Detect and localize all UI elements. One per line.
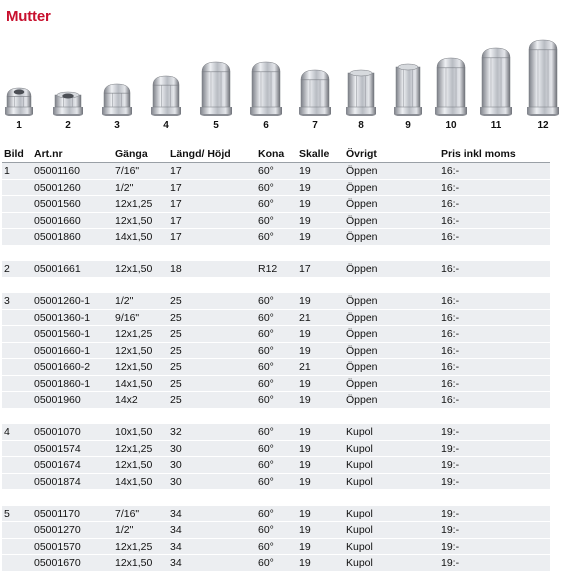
table-row <box>2 506 550 523</box>
table-row <box>2 293 550 310</box>
table-cell: 60° <box>258 214 274 227</box>
table-cell: 19:- <box>441 507 460 520</box>
table-cell: 60° <box>258 426 274 438</box>
table-cell: 60° <box>258 181 274 194</box>
nut-number: 4 <box>163 120 169 131</box>
table-cell: 60° <box>258 507 274 520</box>
nut-item <box>388 30 428 134</box>
table-cell: 19:- <box>441 459 460 471</box>
nut-icon <box>48 30 88 116</box>
nut-icon <box>523 30 563 116</box>
table-cell: 19:- <box>441 540 460 553</box>
table-cell: 19 <box>299 344 311 357</box>
table-cell: 05001874 <box>34 475 81 488</box>
table-cell: 60° <box>258 295 274 307</box>
table-cell: 60° <box>258 459 274 471</box>
table-cell: 17 <box>170 181 182 194</box>
table-cell: 60° <box>258 361 274 373</box>
table-cell: 60° <box>258 442 274 455</box>
table-cell: 17 <box>299 263 311 275</box>
table-cell: 16:- <box>441 231 460 243</box>
table-cell: 2 <box>4 263 10 275</box>
nut-number: 1 <box>16 120 22 131</box>
table-cell: 19 <box>299 442 311 455</box>
table-cell: 05001660 <box>34 214 81 227</box>
table-cell: 12x1,50 <box>115 557 153 569</box>
table-cell: Kupol <box>346 475 373 488</box>
table-cell: Öppen <box>346 361 378 373</box>
table-row <box>2 539 550 556</box>
table-cell: Kupol <box>346 540 373 553</box>
table-cell: 34 <box>170 524 182 536</box>
table-cell: 10x1,50 <box>115 426 153 438</box>
table-cell: 05001260-1 <box>34 295 91 307</box>
table-cell: 16:- <box>441 181 460 194</box>
nut-icon <box>341 30 381 116</box>
table-cell: 60° <box>258 557 274 569</box>
table-cell: 16:- <box>441 165 460 177</box>
column-header: Bild <box>4 148 24 160</box>
table-cell: 19 <box>299 165 311 177</box>
group-spacer <box>2 409 550 425</box>
table-cell: 14x1,50 <box>115 231 153 243</box>
nut-item <box>341 30 381 134</box>
table-cell: Kupol <box>346 557 373 569</box>
table-cell: Kupol <box>346 459 373 471</box>
table-cell: 12x1,25 <box>115 328 153 340</box>
table-row <box>2 392 550 409</box>
table-cell: 3 <box>4 295 10 307</box>
table-cell: Öppen <box>346 165 378 177</box>
table-cell: 16:- <box>441 344 460 357</box>
table-cell: 25 <box>170 328 182 340</box>
table-cell: 60° <box>258 475 274 488</box>
column-header: Längd/ Höjd <box>170 148 231 160</box>
table-cell: 19:- <box>441 475 460 488</box>
table-cell: 19 <box>299 426 311 438</box>
table-row <box>2 196 550 213</box>
column-header: Gänga <box>115 148 148 160</box>
table-cell: 19 <box>299 328 311 340</box>
table-row <box>2 555 550 572</box>
nut-item <box>246 30 286 134</box>
table-cell: 05001070 <box>34 426 81 438</box>
table-cell: Öppen <box>346 214 378 227</box>
nut-gallery <box>0 30 570 140</box>
table-cell: 19 <box>299 557 311 569</box>
table-cell: 19 <box>299 540 311 553</box>
table-cell: 05001660-2 <box>34 361 91 373</box>
table-row <box>2 457 550 474</box>
column-header: Art.nr <box>34 148 63 160</box>
table-cell: 05001360-1 <box>34 311 91 324</box>
table-cell: 19:- <box>441 557 460 569</box>
nut-icon <box>246 30 286 116</box>
table-cell: 16:- <box>441 377 460 390</box>
table-cell: 34 <box>170 507 182 520</box>
nut-number: 8 <box>358 120 364 131</box>
table-cell: Kupol <box>346 524 373 536</box>
table-cell: 05001270 <box>34 524 81 536</box>
table-header <box>2 146 550 163</box>
table-cell: 19:- <box>441 524 460 536</box>
table-cell: 16:- <box>441 263 460 275</box>
table-cell: 05001574 <box>34 442 81 455</box>
nut-item <box>476 30 516 134</box>
page-title: Mutter <box>6 8 51 25</box>
nut-item <box>431 30 471 134</box>
table-cell: 60° <box>258 231 274 243</box>
table-cell: 14x2 <box>115 394 138 406</box>
nut-item <box>0 30 39 134</box>
table-cell: 05001570 <box>34 540 81 553</box>
table-cell: 7/16" <box>115 507 140 520</box>
nut-number: 11 <box>490 120 502 131</box>
table-cell: 60° <box>258 344 274 357</box>
table-cell: Öppen <box>346 344 378 357</box>
table-cell: 19 <box>299 475 311 488</box>
nut-number: 6 <box>263 120 269 131</box>
table-cell: 19 <box>299 507 311 520</box>
table-cell: 12x1,50 <box>115 344 153 357</box>
table-cell: 19 <box>299 377 311 390</box>
table-row <box>2 343 550 360</box>
table-cell: 21 <box>299 311 311 324</box>
column-header: Pris inkl moms <box>441 148 516 160</box>
nut-icon <box>0 30 39 116</box>
table-cell: Öppen <box>346 295 378 307</box>
table-cell: 12x1,50 <box>115 214 153 227</box>
table-cell: 05001674 <box>34 459 81 471</box>
table-cell: 12x1,50 <box>115 263 153 275</box>
table-cell: 14x1,50 <box>115 377 153 390</box>
table-cell: 25 <box>170 394 182 406</box>
table-cell: 1/2" <box>115 295 134 307</box>
nut-number: 12 <box>537 120 549 131</box>
table-cell: 16:- <box>441 394 460 406</box>
table-cell: 25 <box>170 295 182 307</box>
table-cell: 5 <box>4 507 10 520</box>
group-spacer <box>2 246 550 262</box>
nut-icon <box>295 30 335 116</box>
nut-item <box>295 30 335 134</box>
table-cell: 16:- <box>441 214 460 227</box>
group-spacer <box>2 278 550 294</box>
table-cell: 9/16" <box>115 311 140 324</box>
column-header: Kona <box>258 148 285 160</box>
nut-item <box>48 30 88 134</box>
table-cell: 1/2" <box>115 181 134 194</box>
table-row <box>2 180 550 197</box>
table-cell: 19:- <box>441 426 460 438</box>
nut-number: 5 <box>213 120 219 131</box>
table-cell: 14x1,50 <box>115 475 153 488</box>
nut-icon <box>476 30 516 116</box>
table-cell: 12x1,50 <box>115 459 153 471</box>
table-cell: 19 <box>299 181 311 194</box>
table-cell: 25 <box>170 377 182 390</box>
table-cell: 05001860-1 <box>34 377 91 390</box>
table-cell: 16:- <box>441 328 460 340</box>
table-cell: 19 <box>299 214 311 227</box>
table-row <box>2 229 550 246</box>
table-cell: 05001860 <box>34 231 81 243</box>
table-cell: 17 <box>170 214 182 227</box>
table-cell: Öppen <box>346 311 378 324</box>
table-cell: Öppen <box>346 263 378 275</box>
table-cell: 19:- <box>441 442 460 455</box>
table-cell: 60° <box>258 377 274 390</box>
table-cell: 60° <box>258 328 274 340</box>
table-cell: 25 <box>170 361 182 373</box>
table-cell: 60° <box>258 394 274 406</box>
table-cell: 60° <box>258 540 274 553</box>
table-cell: 60° <box>258 198 274 210</box>
product-table <box>2 146 550 572</box>
table-cell: Öppen <box>346 231 378 243</box>
table-row <box>2 441 550 458</box>
table-cell: 1/2" <box>115 524 134 536</box>
nut-number: 9 <box>405 120 411 131</box>
nut-number: 3 <box>114 120 120 131</box>
table-cell: 18 <box>170 263 182 275</box>
table-cell: 16:- <box>441 295 460 307</box>
table-cell: Öppen <box>346 181 378 194</box>
table-cell: 32 <box>170 426 182 438</box>
table-cell: 05001160 <box>34 165 80 177</box>
column-header: Övrigt <box>346 148 377 160</box>
table-cell: Öppen <box>346 394 378 406</box>
table-row <box>2 310 550 327</box>
table-cell: 19 <box>299 524 311 536</box>
table-row <box>2 261 550 278</box>
table-cell: R12 <box>258 263 278 275</box>
nut-icon <box>388 30 428 116</box>
table-cell: Öppen <box>346 377 378 390</box>
table-cell: 17 <box>170 198 182 210</box>
table-cell: 60° <box>258 524 274 536</box>
table-cell: 60° <box>258 165 274 177</box>
table-cell: 17 <box>170 165 182 177</box>
table-cell: 17 <box>170 231 182 243</box>
table-cell: 05001661 <box>34 263 81 275</box>
table-row <box>2 522 550 539</box>
table-row <box>2 163 550 180</box>
table-cell: 05001960 <box>34 394 81 406</box>
table-cell: 7/16" <box>115 165 140 177</box>
table-cell: 25 <box>170 344 182 357</box>
table-cell: 05001670 <box>34 557 81 569</box>
table-cell: Kupol <box>346 442 373 455</box>
nut-item <box>196 30 236 134</box>
table-cell: 21 <box>299 361 311 373</box>
nut-item <box>146 30 186 134</box>
column-header: Skalle <box>299 148 330 160</box>
table-row <box>2 376 550 393</box>
nut-item <box>523 30 563 134</box>
table-cell: Öppen <box>346 198 378 210</box>
table-cell: 05001260 <box>34 181 81 194</box>
table-cell: 19 <box>299 231 311 243</box>
table-row <box>2 359 550 376</box>
table-cell: 34 <box>170 557 182 569</box>
table-cell: Kupol <box>346 426 373 438</box>
table-cell: 16:- <box>441 361 460 373</box>
table-cell: 30 <box>170 442 182 455</box>
table-row <box>2 326 550 343</box>
table-cell: 4 <box>4 426 10 438</box>
nut-icon <box>97 30 137 116</box>
table-cell: 12x1,25 <box>115 540 153 553</box>
table-cell: 1 <box>4 165 10 177</box>
nut-icon <box>146 30 186 116</box>
table-row <box>2 424 550 441</box>
table-cell: Kupol <box>346 507 373 520</box>
nut-icon <box>196 30 236 116</box>
table-cell: 19 <box>299 198 311 210</box>
nut-icon <box>431 30 471 116</box>
table-cell: 19 <box>299 295 311 307</box>
table-cell: 05001560-1 <box>34 328 91 340</box>
group-spacer <box>2 490 550 506</box>
table-cell: 16:- <box>441 198 460 210</box>
nut-number: 2 <box>65 120 71 131</box>
table-cell: 05001170 <box>34 507 80 520</box>
table-cell: 34 <box>170 540 182 553</box>
table-row <box>2 474 550 491</box>
table-cell: 05001560 <box>34 198 81 210</box>
table-cell: 25 <box>170 311 182 324</box>
nut-number: 10 <box>445 120 457 131</box>
table-cell: 12x1,50 <box>115 361 153 373</box>
table-cell: 19 <box>299 394 311 406</box>
table-cell: 12x1,25 <box>115 198 153 210</box>
table-cell: 16:- <box>441 311 460 324</box>
table-cell: 19 <box>299 459 311 471</box>
nut-number: 7 <box>312 120 318 131</box>
table-cell: 05001660-1 <box>34 344 91 357</box>
table-cell: Öppen <box>346 328 378 340</box>
table-cell: 12x1,25 <box>115 442 153 455</box>
table-cell: 60° <box>258 311 274 324</box>
table-cell: 30 <box>170 459 182 471</box>
nut-item <box>97 30 137 134</box>
table-cell: 30 <box>170 475 182 488</box>
table-row <box>2 213 550 230</box>
